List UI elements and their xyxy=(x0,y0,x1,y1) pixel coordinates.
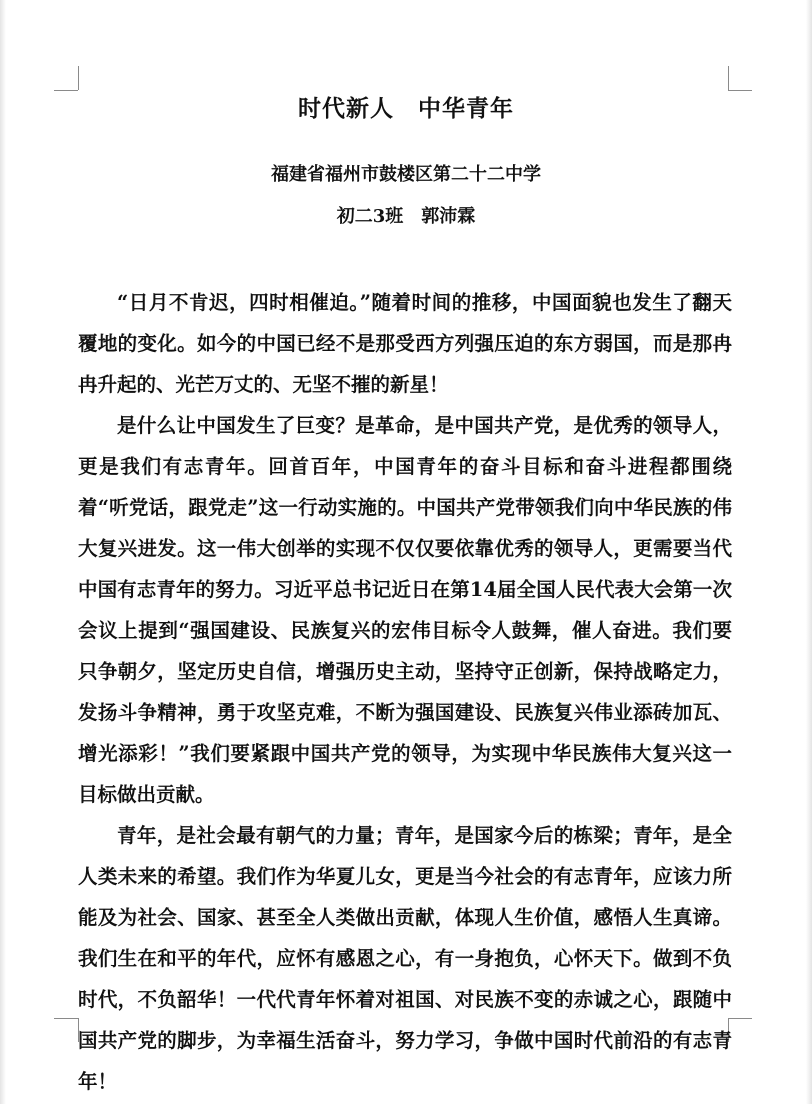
paragraph-3: 青年，是社会最有朝气的力量；青年，是国家今后的栋梁；青年，是全人类未来的希望。我们作为华夏儿女，更是当今社会的有志青年，应该力所能及为社会、国家、甚至全人类做出贡献，体现人生价值，感悟人生真谛。我们生在和平的年代，应怀有感恩之心，有一身抱负，心怀天下。做到不负时代，不负韶华！一代代青年怀着对祖国、对民族不变的赤诚之心，跟随中国共产党的脚步，为幸福生活奋斗，努力学习，争做中国时代前沿的有志青年！ xyxy=(78,824,732,1093)
author-line: 初二3班 郭沛霖 xyxy=(336,206,476,227)
essay-body xyxy=(78,282,732,1102)
school-name: 福建省福州市鼓楼区第二十二中学 xyxy=(271,164,541,185)
paragraph-2: 是什么让中国发生了巨变？是革命，是中国共产党，是优秀的领导人，更是我们有志青年。回首百年，中国青年的奋斗目标和奋斗进程都围绕着“听党话，跟党走”这一行动实施的。中国共产党带领我们向中华民族的伟大复兴进发。这一伟大创举的实现不仅仅要依靠优秀的领导人，更需要当代中国有志青年的努力。习近平总书记近日在第14届全国人民代表大会第一次会议上提到“强国建设、民族复兴的宏伟目标令人鼓舞，催人奋进。我们要只争朝夕，坚定历史自信，增强历史主动，坚持守正创新，保持战略定力，发扬斗争精神，勇于攻坚克难，不断为强国建设、民族复兴伟业添砖加瓦、增光添彩！”我们要紧跟中国共产党的领导，为实现中华民族伟大复兴这一目标做出贡献。 xyxy=(78,414,732,806)
document-title: 时代新人 中华青年 xyxy=(298,96,514,122)
paragraph-1: “日月不肯迟，四时相催迫。”随着时间的推移，中国面貌也发生了翻天覆地的变化。如今的中国已经不是那受西方列强压迫的东方弱国，而是那冉冉升起的、光芒万丈的、无坚不摧的新星！ xyxy=(78,291,732,396)
